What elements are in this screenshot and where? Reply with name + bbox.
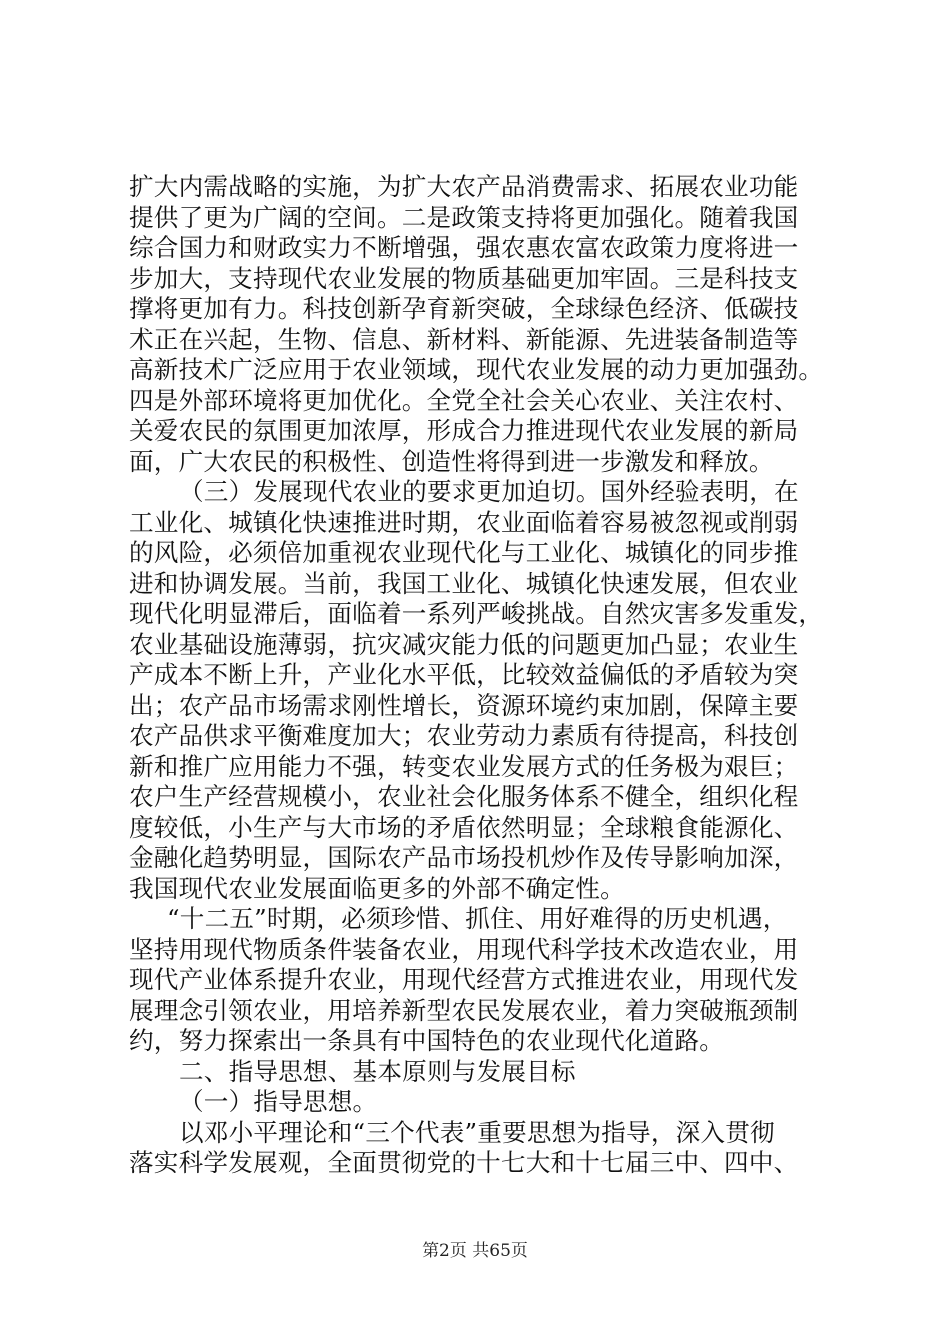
text-line: 面，广大农民的积极性、创造性将得到进一步激发和释放。 [129, 446, 774, 476]
text-line: 出；农产品市场需求刚性增长，资源环境约束加剧，保障主要 [129, 690, 799, 720]
text-line: 步加大，支持现代农业发展的物质基础更加牢固。三是科技支 [129, 263, 799, 293]
text-line: 农业基础设施薄弱，抗灾减灾能力低的问题更加凸显；农业生 [129, 629, 799, 659]
text-line: 工业化、城镇化快速推进时期，农业面临着容易被忽视或削弱 [129, 507, 799, 537]
paragraph-start-line: （三）发展现代农业的要求更加迫切。国外经验表明，在 [179, 477, 799, 506]
text-line: 度较低，小生产与大市场的矛盾依然明显；全球粮食能源化、 [129, 812, 799, 842]
text-line: 新和推广应用能力不强，转变农业发展方式的任务极为艰巨； [129, 751, 799, 781]
text-line: 扩大内需战略的实施，为扩大农产品消费需求、拓展农业功能 [129, 172, 799, 201]
text-line: 的风险，必须倍加重视农业现代化与工业化、城镇化的同步推 [129, 538, 799, 567]
text-line: 综合国力和财政实力不断增强，强农惠农富农政策力度将进一 [129, 233, 799, 262]
text-line: 进和协调发展。当前，我国工业化、城镇化快速发展，但农业 [129, 568, 799, 598]
text-line: 我国现代农业发展面临更多的外部不确定性。 [129, 873, 625, 903]
text-line: 关爱农民的氛围更加浓厚，形成合力推进现代农业发展的新局 [129, 416, 799, 445]
text-line: 展理念引领农业，用培养新型农民发展农业，着力突破瓶颈制 [129, 995, 799, 1025]
body-text [129, 172, 835, 1179]
text-line: 农户生产经营规模小，农业社会化服务体系不健全，组织化程 [129, 782, 799, 811]
paragraph-start-line: “十二五”时期，必须珍惜、抓住、用好难得的历史机遇， [167, 904, 788, 933]
text-line: 高新技术广泛应用于农业领域，现代农业发展的动力更加强劲。 [129, 355, 824, 384]
text-line: 四是外部环境将更加优化。全党全社会关心农业、关注农村、 [129, 385, 799, 415]
text-line: 金融化趋势明显，国际农产品市场投机炒作及传导影响加深， [129, 843, 799, 872]
text-line: 约，努力探索出一条具有中国特色的农业现代化道路。 [129, 1026, 725, 1055]
text-line: 现代产业体系提升农业，用现代经营方式推进农业，用现代发 [129, 965, 799, 994]
text-line: 产成本不断上升，产业化水平低，比较效益偏低的矛盾较为突 [129, 660, 799, 689]
page-number-footer: 第2页 共65页 [422, 1241, 528, 1261]
text-line: 现代化明显滞后，面临着一系列严峻挑战。自然灾害多发重发， [129, 599, 824, 628]
text-line: 农产品供求平衡难度加大；农业劳动力素质有待提高，科技创 [129, 721, 799, 750]
text-line: 术正在兴起，生物、信息、新材料、新能源、先进装备制造等 [129, 324, 799, 354]
section-heading: 二、指导思想、基本原则与发展目标 [179, 1056, 576, 1086]
subsection-heading: （一）指导思想。 [179, 1087, 378, 1116]
text-line: 坚持用现代物质条件装备农业，用现代科学技术改造农业，用 [129, 934, 799, 964]
text-line: 撑将更加有力。科技创新孕育新突破，全球绿色经济、低碳技 [129, 294, 799, 323]
text-line: 落实科学发展观，全面贯彻党的十七大和十七届三中、四中、 [129, 1148, 799, 1177]
text-line: 提供了更为广阔的空间。二是政策支持将更加强化。随着我国 [129, 202, 799, 232]
paragraph-start-line: 以邓小平理论和“三个代表”重要思想为指导，深入贯彻 [179, 1117, 775, 1147]
